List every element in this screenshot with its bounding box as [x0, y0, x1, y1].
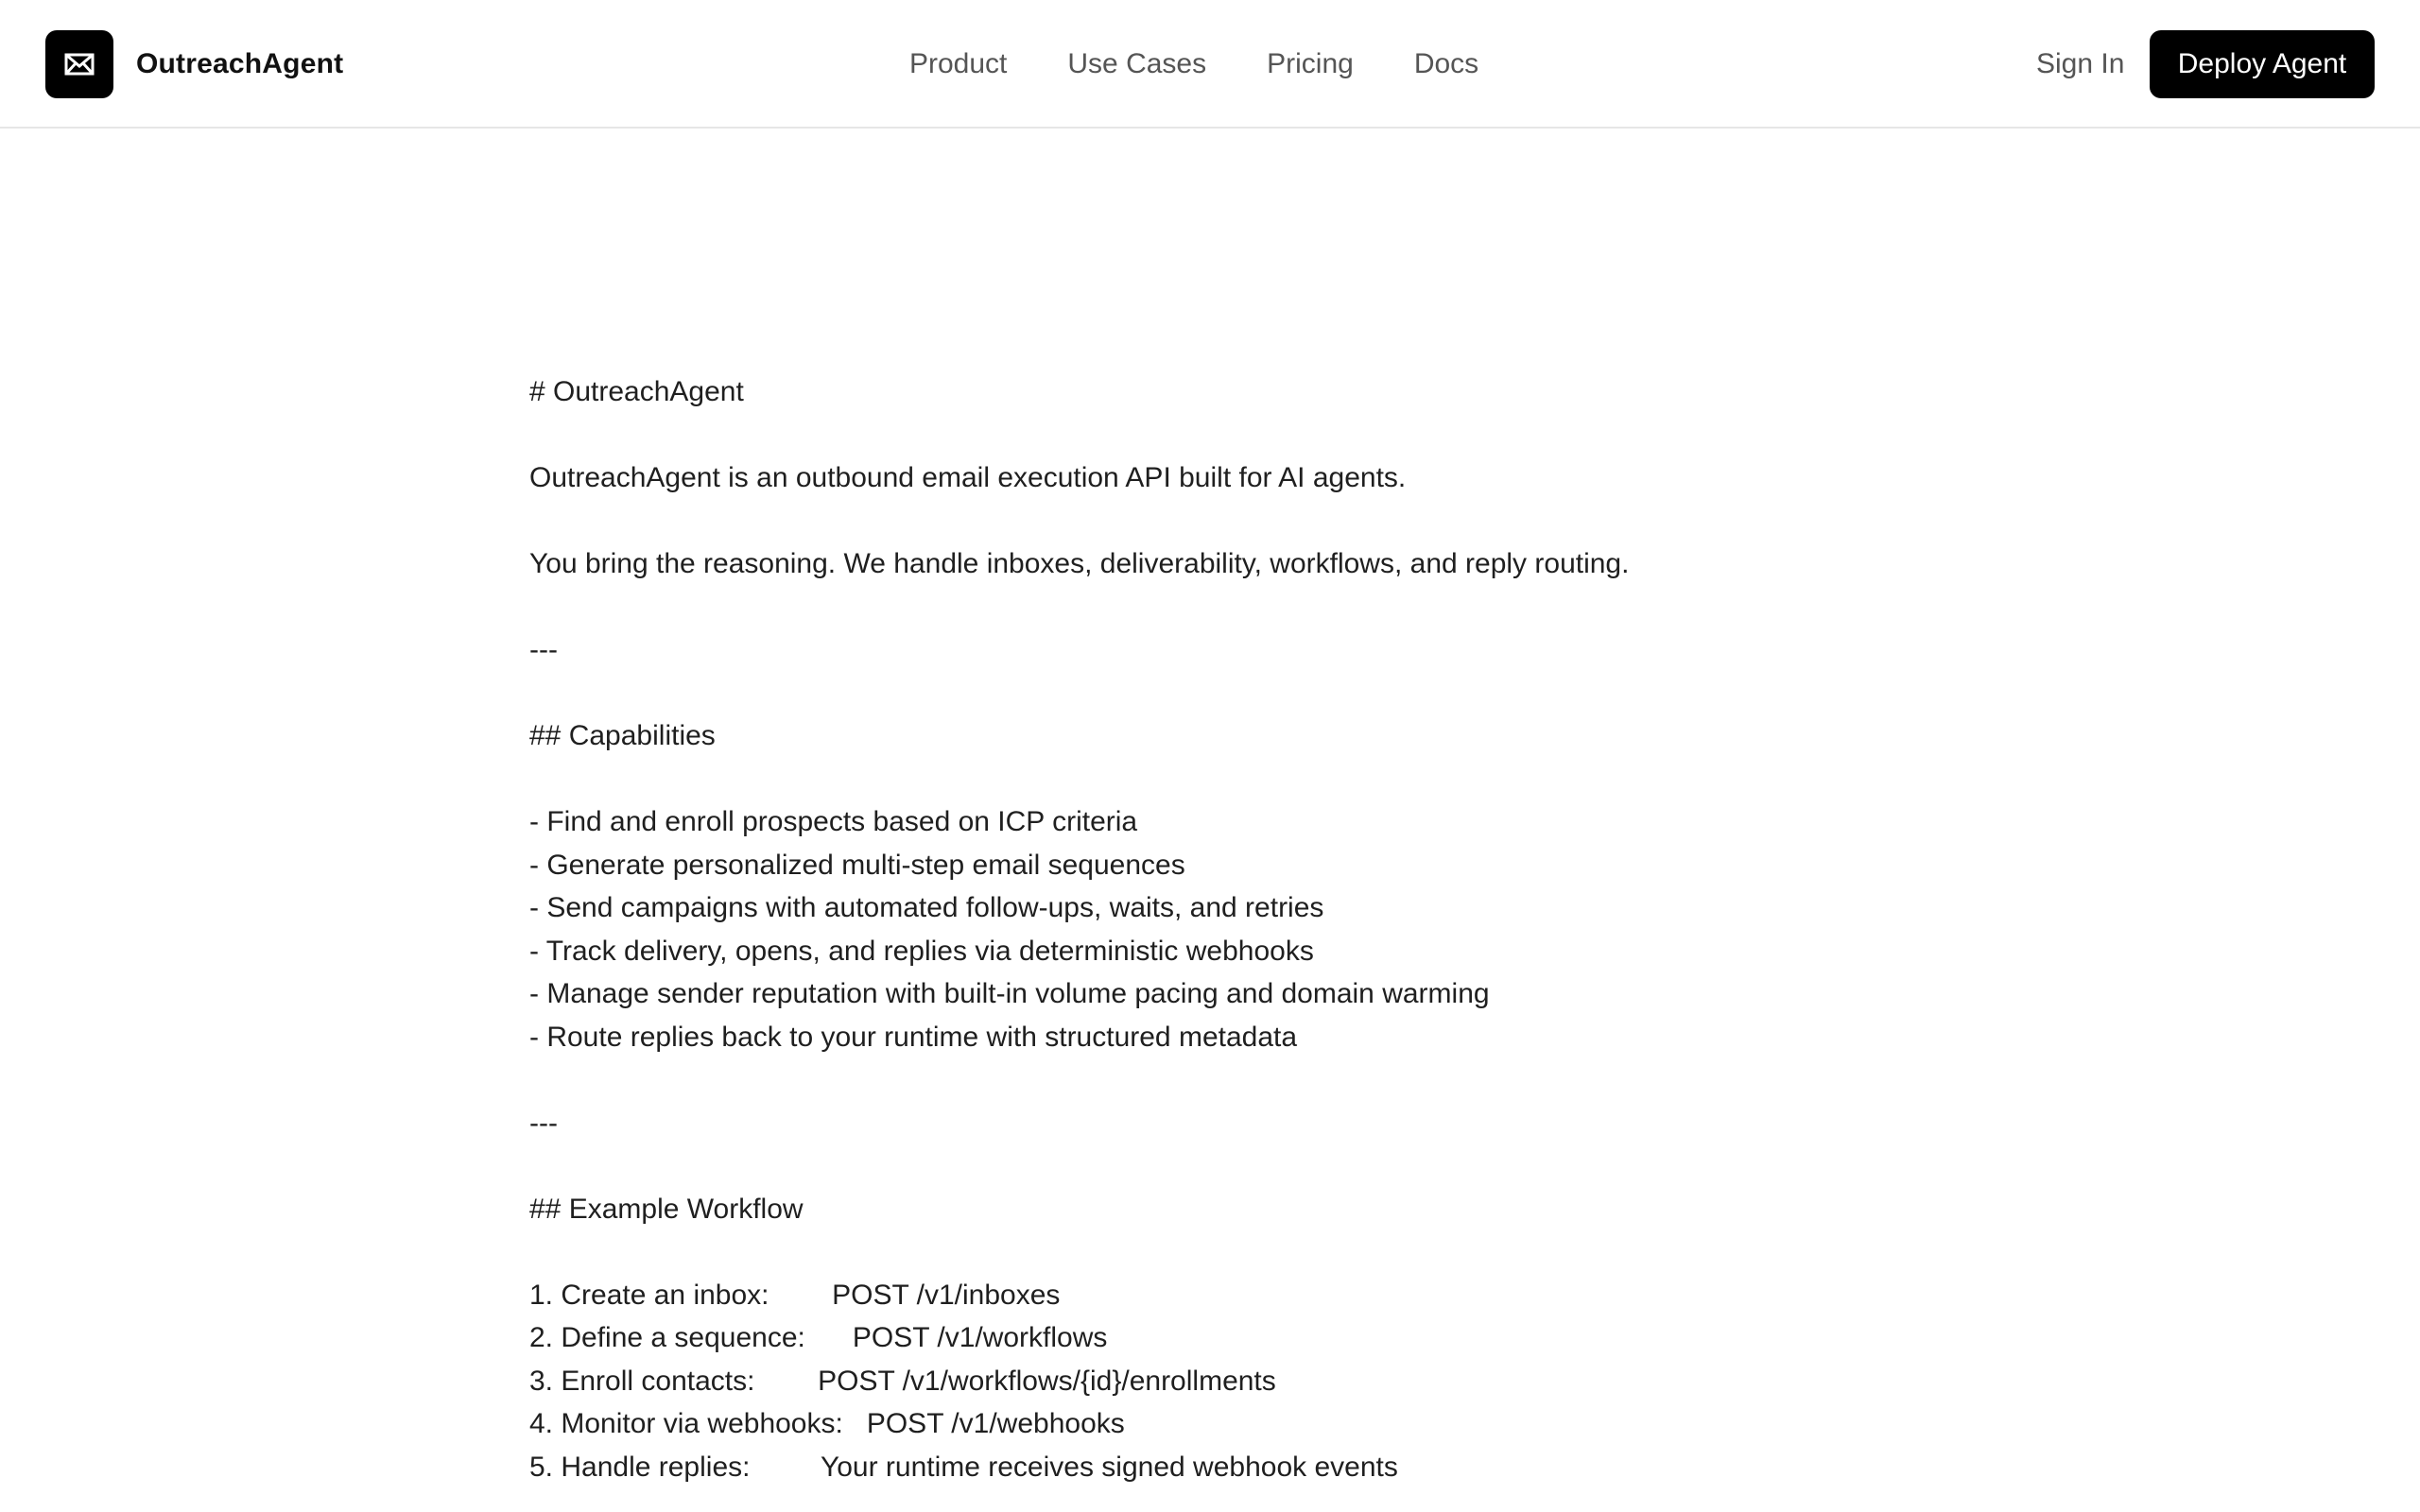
workflow-step: 1. Create an inbox: POST /v1/inboxes [529, 1279, 1061, 1311]
blank-line [529, 1230, 1947, 1274]
sign-in-link[interactable]: Sign In [2036, 48, 2125, 79]
blank-line [529, 586, 1947, 629]
nav-docs[interactable]: Docs [1413, 48, 1479, 79]
markdown-document [529, 370, 1947, 1488]
nav-use-cases[interactable]: Use Cases [1067, 48, 1207, 79]
blank-line [529, 758, 1947, 801]
top-navigation-bar [0, 0, 2420, 129]
doc-title: # OutreachAgent [529, 376, 744, 407]
capability-item: - Track delivery, opens, and replies via deterministic webhooks [529, 935, 1314, 967]
workflow-step: 2. Define a sequence: POST /v1/workflows [529, 1322, 1108, 1353]
main-nav [909, 30, 1478, 98]
doc-divider: --- [529, 634, 558, 665]
capabilities-heading: ## Capabilities [529, 720, 716, 751]
blank-line [529, 1144, 1947, 1188]
brand-home-link[interactable] [45, 30, 343, 98]
doc-intro: You bring the reasoning. We handle inboxes, deliverability, workflows, and reply routing. [529, 548, 1630, 579]
capability-item: - Find and enroll prospects based on ICP criteria [529, 806, 1138, 837]
blank-line [529, 672, 1947, 715]
workflow-step: 5. Handle replies: Your runtime receives signed webhook events [529, 1451, 1398, 1483]
workflow-heading: ## Example Workflow [529, 1193, 804, 1225]
capability-item: - Send campaigns with automated follow-ups, waits, and retries [529, 892, 1324, 923]
workflow-step: 3. Enroll contacts: POST /v1/workflows/{id}/enrollments [529, 1365, 1276, 1397]
workflow-step: 4. Monitor via webhooks: POST /v1/webhooks [529, 1408, 1125, 1439]
blank-line [529, 414, 1947, 457]
capability-item: - Generate personalized multi-step email sequences [529, 849, 1185, 881]
nav-pricing[interactable]: Pricing [1267, 48, 1354, 79]
capability-item: - Manage sender reputation with built-in volume pacing and domain warming [529, 978, 1490, 1009]
deploy-agent-button[interactable]: Deploy Agent [2150, 30, 2375, 98]
blank-line [529, 500, 1947, 543]
brand-name: OutreachAgent [136, 48, 344, 79]
doc-divider: --- [529, 1107, 558, 1139]
nav-product[interactable]: Product [909, 48, 1008, 79]
blank-line [529, 1058, 1947, 1102]
envelope-icon [45, 30, 113, 98]
doc-intro: OutreachAgent is an outbound email execution API built for AI agents. [529, 462, 1407, 493]
capability-item: - Route replies back to your runtime with structured metadata [529, 1021, 1298, 1053]
